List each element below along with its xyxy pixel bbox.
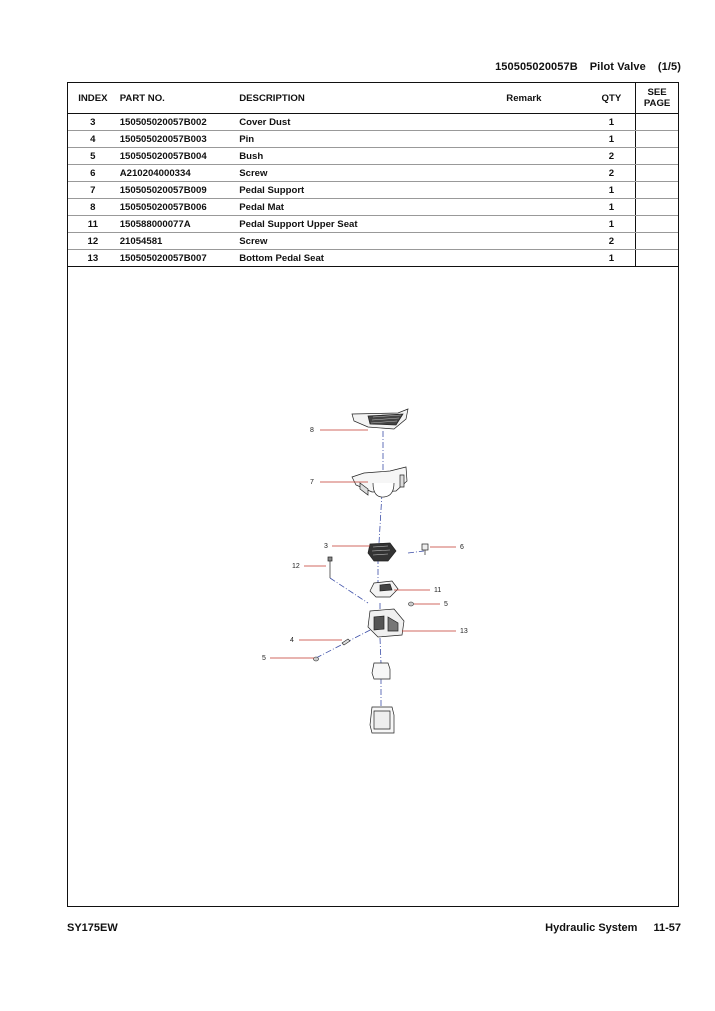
header-page: (1/5) [657, 61, 681, 73]
col-description: DESCRIPTION [239, 83, 506, 114]
col-see-label: SEE [647, 87, 667, 98]
cell-index: 3 [68, 114, 118, 131]
header-title: Pilot Valve [589, 61, 646, 73]
cell-index: 7 [68, 182, 118, 199]
callout-6: 6 [460, 544, 464, 551]
part-cover-dust [368, 543, 396, 561]
cell-qty: 2 [588, 165, 636, 182]
cell-qty: 1 [588, 182, 636, 199]
cell-index: 11 [68, 216, 118, 233]
callout-5-lower: 5 [262, 655, 266, 662]
cell-part-no: 21054581 [118, 233, 240, 250]
cell-part-no: 150505020057B009 [118, 182, 240, 199]
part-pedal-mat [352, 409, 408, 429]
cell-qty: 2 [588, 233, 636, 250]
cell-index: 6 [68, 165, 118, 182]
footer-right [545, 922, 681, 934]
col-remark: Remark [506, 83, 587, 114]
callout-5-upper: 5 [444, 601, 448, 608]
col-page-label: PAGE [643, 98, 671, 109]
footer-section: Hydraulic System [545, 922, 638, 934]
cell-description: Pedal Support [239, 182, 506, 199]
callout-13: 13 [460, 628, 468, 635]
cell-qty: 1 [588, 114, 636, 131]
part-screw-12 [328, 557, 332, 578]
part-upper-seat [370, 581, 398, 597]
cell-description: Bottom Pedal Seat [239, 250, 506, 267]
parts-frame [67, 82, 679, 907]
cell-part-no: 150588000077A [118, 216, 240, 233]
footer-model: SY175EW [67, 922, 118, 934]
part-bush-lower [314, 657, 319, 661]
cell-description: Cover Dust [239, 114, 506, 131]
callout-7: 7 [310, 479, 314, 486]
cell-description: Screw [239, 233, 506, 250]
part-screw-6 [422, 544, 428, 555]
cell-description: Bush [239, 148, 506, 165]
cell-index: 13 [68, 250, 118, 267]
cell-description: Screw [239, 165, 506, 182]
callout-4: 4 [290, 637, 294, 644]
cell-description: Pin [239, 131, 506, 148]
col-part-no: PART NO. [118, 83, 240, 114]
cell-index: 5 [68, 148, 118, 165]
cell-qty: 1 [588, 216, 636, 233]
part-bottom-seat [368, 609, 404, 637]
callout-11: 11 [434, 587, 442, 594]
part-bush-upper [409, 602, 414, 606]
cell-part-no: 150505020057B003 [118, 131, 240, 148]
part-pin [342, 639, 350, 645]
cell-part-no: 150505020057B006 [118, 199, 240, 216]
cell-part-no: 150505020057B004 [118, 148, 240, 165]
cell-qty: 2 [588, 148, 636, 165]
col-index: INDEX [68, 83, 118, 114]
col-qty: QTY [588, 83, 636, 114]
cell-part-no: A210204000334 [118, 165, 240, 182]
cell-index: 8 [68, 199, 118, 216]
exploded-diagram [68, 83, 680, 908]
cell-qty: 1 [588, 250, 636, 267]
cell-index: 12 [68, 233, 118, 250]
part-lower-block-2 [370, 707, 394, 733]
cell-description: Pedal Mat [239, 199, 506, 216]
callout-8: 8 [310, 427, 314, 434]
cell-part-no: 150505020057B007 [118, 250, 240, 267]
callout-labels [262, 427, 468, 662]
cell-part-no: 150505020057B002 [118, 114, 240, 131]
cell-qty: 1 [588, 199, 636, 216]
cell-description: Pedal Support Upper Seat [239, 216, 506, 233]
callout-12: 12 [292, 563, 300, 570]
cell-index: 4 [68, 131, 118, 148]
callout-3: 3 [324, 543, 328, 550]
header-part-number: 150505020057B [495, 61, 578, 73]
page-header [495, 61, 681, 73]
part-lower-block-1 [372, 663, 390, 679]
footer-page-number: 11-57 [653, 922, 681, 934]
cell-qty: 1 [588, 131, 636, 148]
